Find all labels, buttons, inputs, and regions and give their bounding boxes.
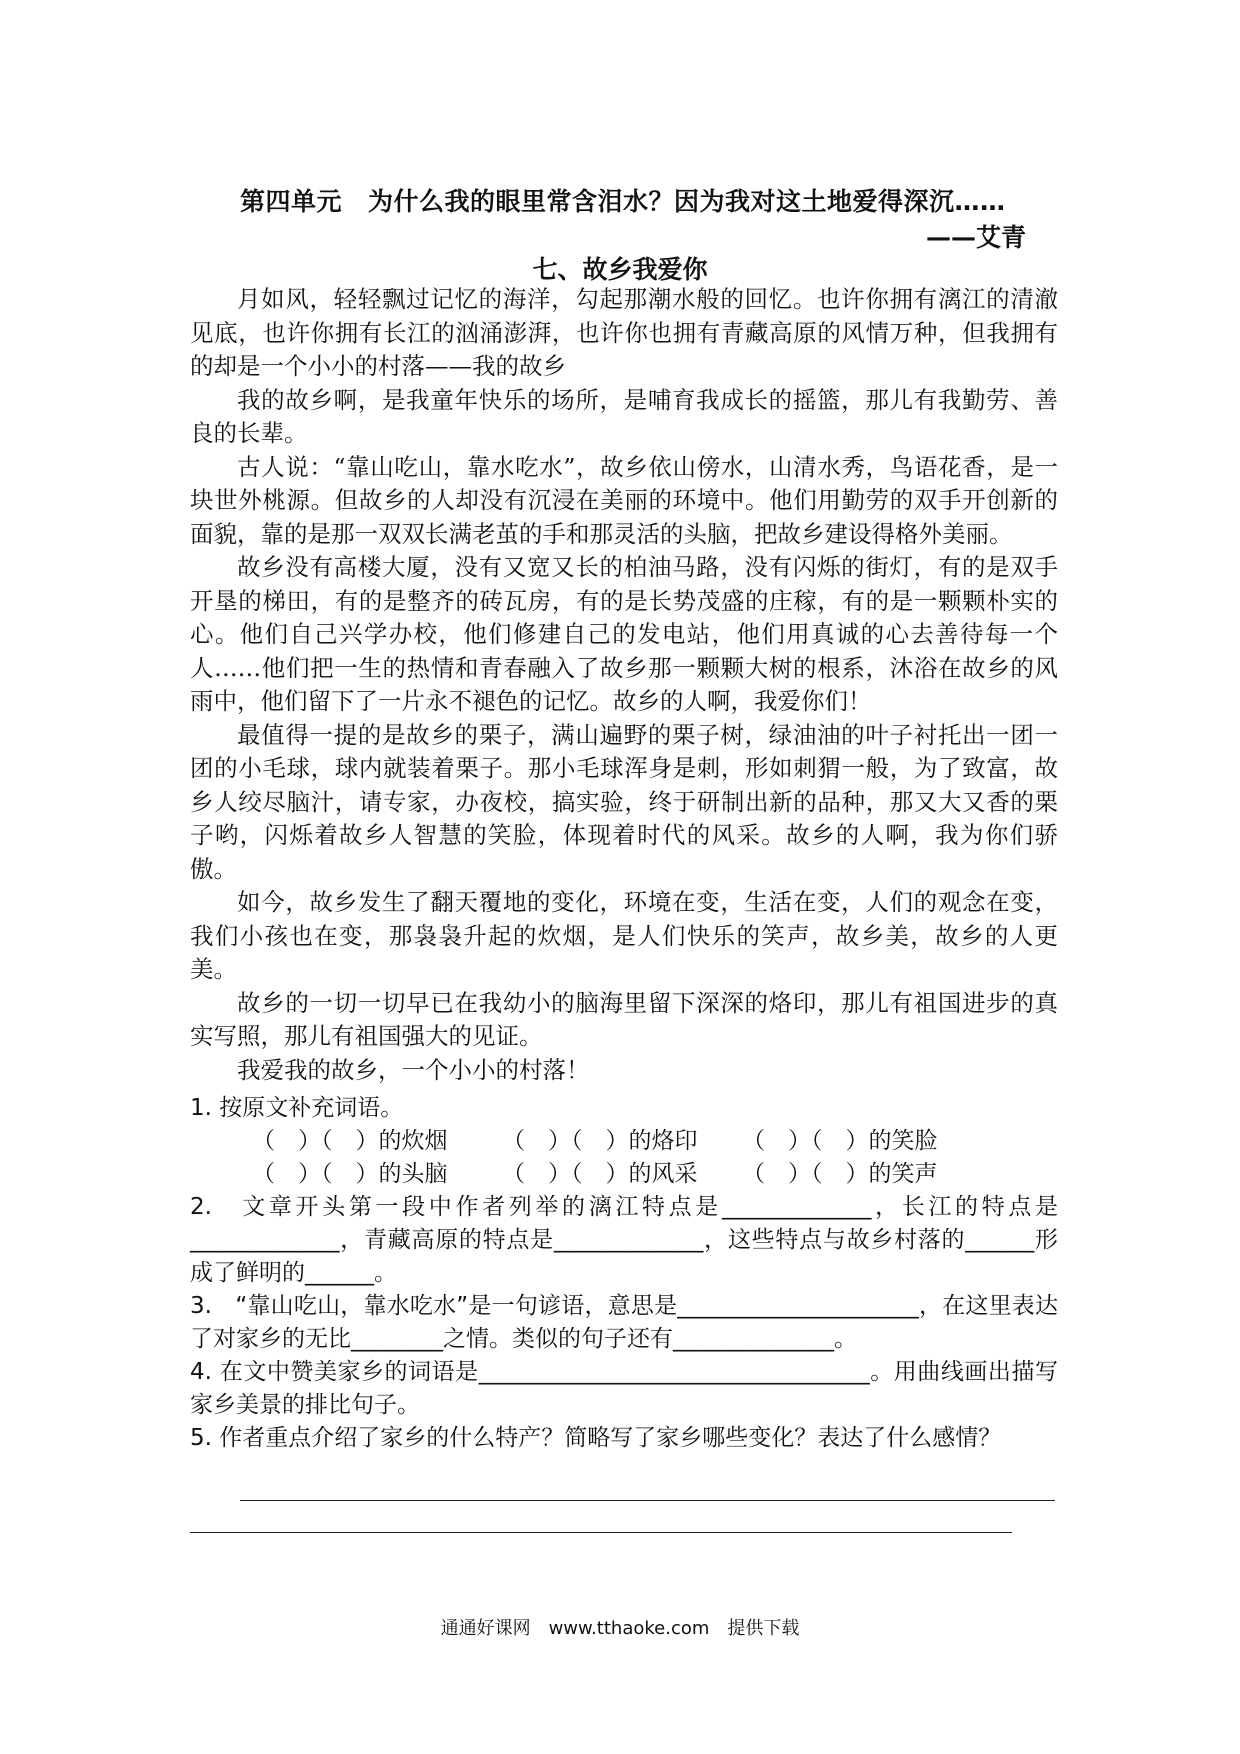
fill-blank-item[interactable]: （ ）（ ）的头脑 xyxy=(252,1161,448,1187)
paragraph: 故乡的一切一切早已在我幼小的脑海里留下深深的烙印，那儿有祖国进步的真实写照，那儿有祖国强大的见证。 xyxy=(190,988,1058,1050)
answer-line[interactable] xyxy=(190,1532,1012,1533)
fill-blank-item[interactable]: （ ）（ ）的烙印 xyxy=(502,1128,698,1154)
fill-blank-item[interactable]: （ ）（ ）的风采 xyxy=(502,1161,698,1187)
paragraph: 最值得一提的是故乡的栗子，满山遍野的栗子树，绿油油的叶子衬托出一团一团的小毛球，球内就装着栗子。那小毛球浑身是刺，形如刺猬一般，为了致富，故乡人绞尽脑汁，请专家，办夜校，搞实验，终于研制出新的品种，那又大又香的栗子哟，闪烁着故乡人智慧的笑脸，体现着时代的风采。故乡的人啊，我为你们骄傲。 xyxy=(190,720,1058,883)
unit-header xyxy=(240,182,1060,218)
article-title: 七、故乡我爱你 xyxy=(532,255,708,284)
article-body xyxy=(190,283,1058,1087)
question-4: 4. 在文中赞美家乡的词语是__________________________________。用曲线画出描写家乡美景的排比句子。 xyxy=(190,1359,1058,1418)
epigraph-author: ——艾青 xyxy=(925,223,1026,252)
paragraph: 我的故乡啊，是我童年快乐的场所，是哺育我成长的摇篮，那儿有我勤劳、善良的长辈。 xyxy=(190,385,1058,447)
answer-line[interactable] xyxy=(240,1500,1055,1501)
fill-blank-item[interactable]: （ ）（ ）的笑声 xyxy=(742,1161,938,1187)
fill-blank-item[interactable]: （ ）（ ）的炊烟 xyxy=(252,1128,448,1154)
paragraph: 古人说：“靠山吃山，靠水吃水”，故乡依山傍水，山清水秀，鸟语花香，是一块世外桃源。但故乡的人却没有沉浸在美丽的环境中。他们用勤劳的双手开创新的面貌，靠的是那一双双长满老茧的手和那灵活的头脑，把故乡建设得格外美丽。 xyxy=(190,452,1058,548)
fill-blank-row xyxy=(190,1158,1058,1191)
unit-number: 第四单元 xyxy=(240,187,343,216)
footer-source: 通通好课网 www.tthaoke.com 提供下载 xyxy=(440,1618,800,1639)
question-3: 3. “靠山吃山，靠水吃水”是一句谚语，意思是_____________________，在这里表达了对家乡的无比________之情。类似的句子还有______________。 xyxy=(190,1293,1058,1352)
question-5: 5. 作者重点介绍了家乡的什么特产？简略写了家乡哪些变化？表达了什么感情？ xyxy=(190,1425,1002,1451)
fill-blank-item[interactable]: （ ）（ ）的笑脸 xyxy=(742,1128,938,1154)
paragraph: 如今，故乡发生了翻天覆地的变化，环境在变，生活在变，人们的观念在变，我们小孩也在变，那袅袅升起的炊烟，是人们快乐的笑声，故乡美，故乡的人更美。 xyxy=(190,888,1058,983)
unit-epigraph: 为什么我的眼里常含泪水？因为我对这土地爱得深沉…… xyxy=(368,187,1006,216)
paragraph: 故乡没有高楼大厦，没有又宽又长的柏油马路，没有闪烁的街灯，有的是双手开垦的梯田，有的是整齐的砖瓦房，有的是长势茂盛的庄稼，有的是一颗颗朴实的心。他们自己兴学办校，他们修建自己的发电站，他们用真诚的心去善待每一个人……他们把一生的热情和青春融入了故乡那一颗颗大树的根系，沐浴在故乡的风雨中，他们留下了一片永不褪色的记忆。故乡的人啊，我爱你们！ xyxy=(190,553,1058,715)
question-1: 1. 按原文补充词语。 xyxy=(190,1095,404,1121)
paragraph: 我爱我的故乡，一个小小的村落！ xyxy=(237,1055,590,1084)
paragraph: 月如风，轻轻飘过记忆的海洋，勾起那潮水般的回忆。也许你拥有漓江的清澈见底，也许你拥有长江的汹涌澎湃，也许你也拥有青藏高原的风情万种，但我拥有的却是一个小小的村落——我的故乡 xyxy=(190,285,1058,380)
fill-blank-row xyxy=(190,1125,1058,1158)
question-2: 2. 文章开头第一段中作者列举的漓江特点是_____________，长江的特点是_____________，青藏高原的特点是_____________，这些特点与故乡村落的______形成了鲜明的______。 xyxy=(190,1194,1058,1286)
questions-section xyxy=(190,1092,1058,1455)
